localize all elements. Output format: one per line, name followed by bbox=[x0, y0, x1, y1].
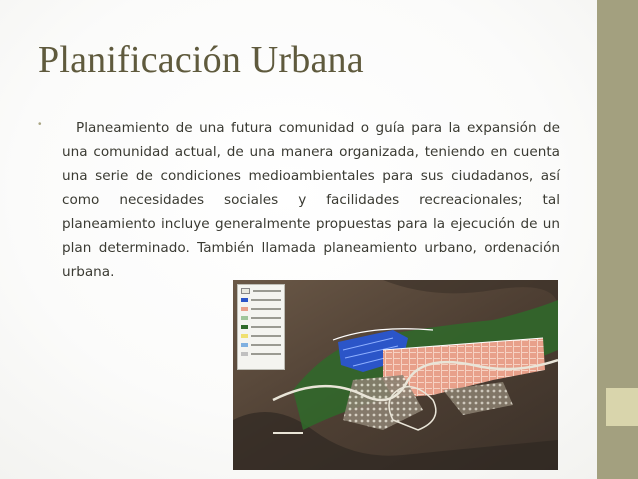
map-legend-row bbox=[241, 314, 281, 321]
map-legend-row bbox=[241, 341, 281, 348]
bullet-paragraph bbox=[62, 116, 560, 284]
map-legend-row bbox=[241, 287, 281, 294]
decorative-side-square bbox=[606, 388, 638, 426]
bullet-icon: • bbox=[38, 119, 42, 130]
slide-title: Planificación Urbana bbox=[38, 39, 364, 81]
map-legend-row bbox=[241, 305, 281, 312]
map-legend bbox=[237, 284, 285, 370]
map-legend-row bbox=[241, 332, 281, 339]
map-legend-row bbox=[241, 296, 281, 303]
bullet-paragraph-text: Planeamiento de una futura comunidad o guía para la expansión de una comunidad actual, de una manera organizada, teniendo en cuenta una serie de condiciones medioambientales para sus ciudadanos, así como necesidades sociales y facilidades recreacionales; tal planeamiento incluye generalmente propuestas para la ejecución de un plan determinado. También llamada planeamiento urbano, ordenación urbana. bbox=[62, 120, 560, 280]
urban-plan-aerial-map bbox=[233, 280, 558, 470]
map-legend-row bbox=[241, 323, 281, 330]
map-legend-row bbox=[241, 350, 281, 357]
